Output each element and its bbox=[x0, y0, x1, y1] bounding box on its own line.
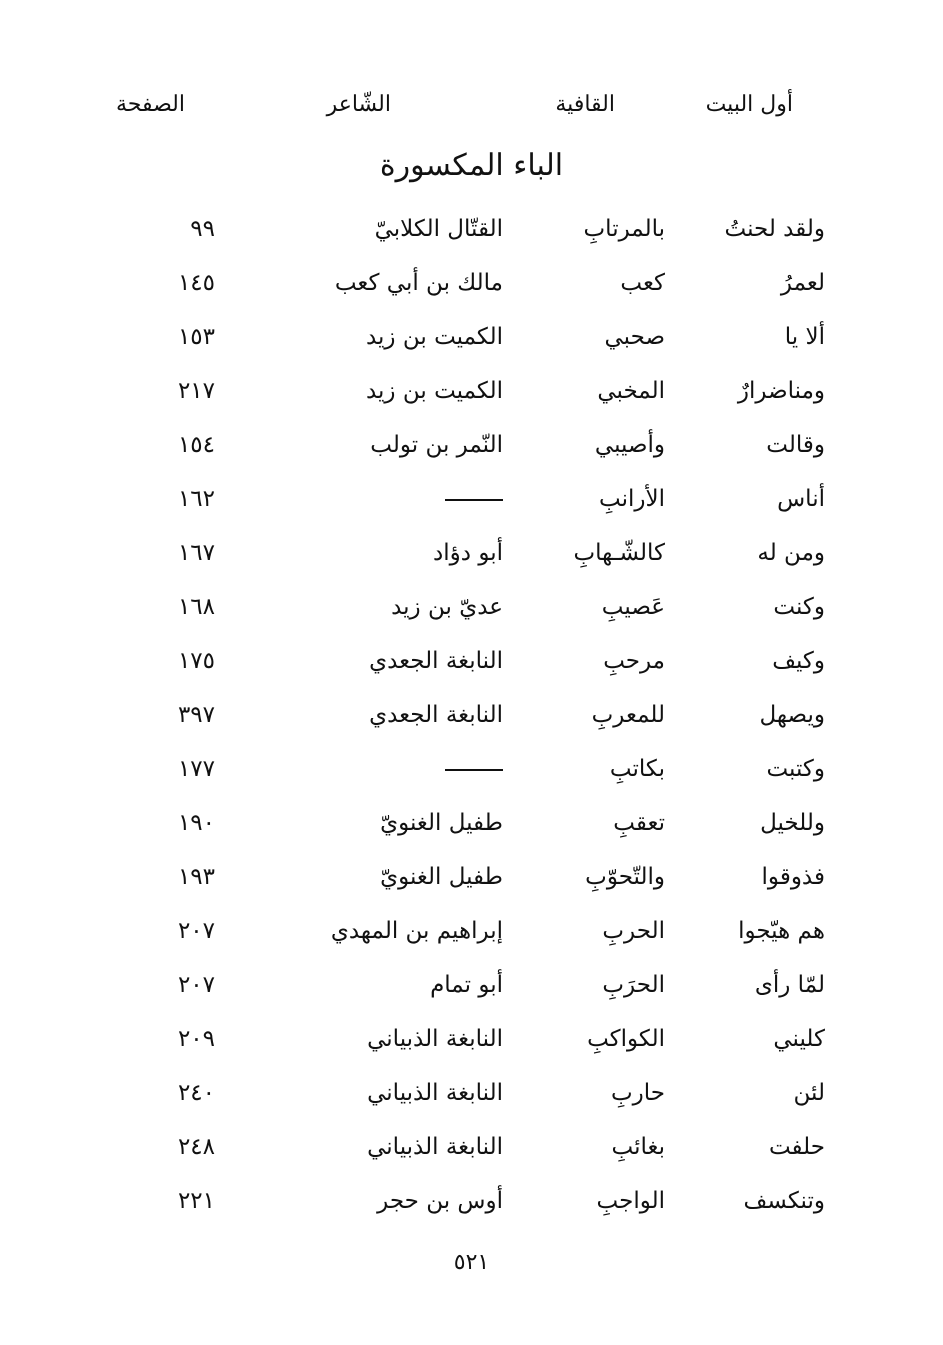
cell-page: ٢٠٩ bbox=[177, 1026, 215, 1052]
cell-poet: أبو دؤاد bbox=[433, 540, 503, 566]
cell-page: ١٩٣ bbox=[177, 864, 215, 890]
cell-first-word: وكنت bbox=[773, 594, 825, 620]
table-row bbox=[0, 910, 943, 964]
cell-poet: الكميت بن زيد bbox=[365, 324, 503, 350]
cell-first-word: لئن bbox=[793, 1080, 825, 1106]
cell-poet: النّمر بن تولب bbox=[370, 432, 503, 458]
cell-rhyme: كعب bbox=[620, 270, 665, 296]
cell-page: ١٥٣ bbox=[177, 324, 215, 350]
unknown-poet-dash bbox=[445, 756, 503, 782]
cell-rhyme: تعقبِ bbox=[613, 810, 665, 836]
cell-poet: النابغة الذبياني bbox=[367, 1026, 503, 1052]
cell-page: ٢١٧ bbox=[177, 378, 215, 404]
cell-first-word: أناس bbox=[777, 486, 825, 512]
cell-page: ٢٢١ bbox=[177, 1188, 215, 1214]
cell-rhyme: الواجبِ bbox=[596, 1188, 665, 1214]
cell-page: ٣٩٧ bbox=[177, 702, 215, 728]
table-row bbox=[0, 478, 943, 532]
cell-first-word: ومناضرارٌ bbox=[737, 378, 825, 404]
table-row bbox=[0, 694, 943, 748]
cell-poet: أبو تمام bbox=[430, 972, 503, 998]
cell-poet: طفيل الغنويّ bbox=[380, 810, 503, 836]
cell-rhyme: صحبي bbox=[604, 324, 665, 350]
cell-poet: عديّ بن زيد bbox=[391, 594, 503, 620]
header-poet: الشّاعر bbox=[326, 92, 391, 117]
table-row bbox=[0, 1072, 943, 1126]
header-page: الصفحة bbox=[115, 92, 185, 117]
table-row bbox=[0, 586, 943, 640]
cell-first-word: وتنكسف bbox=[743, 1188, 825, 1214]
cell-first-word: وكتبت bbox=[766, 756, 825, 782]
cell-page: ٢٤٠ bbox=[177, 1080, 215, 1106]
cell-first-word: ولقد لحنتُ bbox=[724, 216, 825, 242]
cell-rhyme: والتّحوّبِ bbox=[585, 864, 665, 890]
cell-rhyme: للمعربِ bbox=[591, 702, 665, 728]
cell-first-word: وقالت bbox=[766, 432, 825, 458]
cell-first-word: حلفت bbox=[768, 1134, 825, 1160]
table-row bbox=[0, 964, 943, 1018]
cell-poet: النابغة الجعدي bbox=[369, 648, 503, 674]
table-row bbox=[0, 262, 943, 316]
cell-page: ١٧٥ bbox=[177, 648, 215, 674]
header-first-word: أول البيت bbox=[705, 92, 793, 117]
table-row bbox=[0, 316, 943, 370]
cell-page: ٢٠٧ bbox=[177, 918, 215, 944]
cell-page: ٩٩ bbox=[190, 216, 215, 242]
cell-rhyme: المخبي bbox=[597, 378, 665, 404]
table-row bbox=[0, 1180, 943, 1234]
cell-rhyme: وأصيبي bbox=[594, 432, 665, 458]
cell-rhyme: بغائبِ bbox=[611, 1134, 665, 1160]
table-row bbox=[0, 532, 943, 586]
cell-poet: الكميت بن زيد bbox=[365, 378, 503, 404]
cell-rhyme: بكاتبِ bbox=[609, 756, 665, 782]
cell-poet: النابغة الذبياني bbox=[367, 1134, 503, 1160]
cell-first-word: ألا يا bbox=[784, 324, 825, 350]
cell-poet: القتّال الكلابيّ bbox=[374, 216, 503, 242]
unknown-poet-dash bbox=[445, 486, 503, 512]
table-row bbox=[0, 856, 943, 910]
cell-poet: النابغة الذبياني bbox=[367, 1080, 503, 1106]
cell-first-word: لمّا رأى bbox=[754, 972, 825, 998]
cell-rhyme: الكواكبِ bbox=[587, 1026, 665, 1052]
cell-poet: طفيل الغنويّ bbox=[380, 864, 503, 890]
table-row bbox=[0, 370, 943, 424]
table-row bbox=[0, 1126, 943, 1180]
cell-poet: مالك بن أبي كعب bbox=[334, 270, 503, 296]
table-row bbox=[0, 424, 943, 478]
table-row bbox=[0, 640, 943, 694]
cell-page: ١٦٨ bbox=[177, 594, 215, 620]
cell-rhyme: عَصيبِ bbox=[601, 594, 665, 620]
cell-first-word: لعمرُ bbox=[780, 270, 825, 296]
cell-rhyme: كالشّـهابِ bbox=[573, 540, 665, 566]
cell-page: ١٧٧ bbox=[177, 756, 215, 782]
dash-line bbox=[445, 499, 503, 501]
cell-page: ١٦٢ bbox=[177, 486, 215, 512]
section-title: الباء المكسورة bbox=[379, 148, 564, 183]
column-headers bbox=[0, 92, 943, 132]
table-row bbox=[0, 802, 943, 856]
cell-first-word: وللخيل bbox=[760, 810, 825, 836]
cell-first-word: وكيف bbox=[772, 648, 825, 674]
cell-poet: النابغة الجعدي bbox=[369, 702, 503, 728]
dash-line bbox=[445, 769, 503, 771]
cell-rhyme: الحربِ bbox=[602, 918, 665, 944]
cell-poet: إبراهيم بن المهدي bbox=[330, 918, 503, 944]
index-table bbox=[0, 208, 943, 1234]
cell-rhyme: الحرَبِ bbox=[602, 972, 665, 998]
cell-rhyme: حاربِ bbox=[611, 1080, 665, 1106]
cell-page: ٢٠٧ bbox=[177, 972, 215, 998]
table-row bbox=[0, 208, 943, 262]
cell-poet: أوس بن حجر bbox=[377, 1188, 503, 1214]
header-rhyme: القافية bbox=[555, 92, 615, 117]
cell-first-word: فذوقوا bbox=[761, 864, 825, 890]
cell-page: ١٩٠ bbox=[177, 810, 215, 836]
cell-rhyme: بالمرتابِ bbox=[583, 216, 665, 242]
cell-page: ١٦٧ bbox=[177, 540, 215, 566]
table-row bbox=[0, 748, 943, 802]
cell-first-word: كليني bbox=[773, 1026, 825, 1052]
cell-page: ١٤٥ bbox=[177, 270, 215, 296]
cell-rhyme: الأرانبِ bbox=[599, 486, 665, 512]
cell-page: ١٥٤ bbox=[177, 432, 215, 458]
page-number: ٥٢١ bbox=[453, 1250, 490, 1275]
cell-first-word: هم هيّجوا bbox=[738, 918, 825, 944]
cell-first-word: ومن له bbox=[757, 540, 825, 566]
cell-first-word: ويصهل bbox=[759, 702, 825, 728]
cell-rhyme: مرحبِ bbox=[603, 648, 665, 674]
cell-page: ٢٤٨ bbox=[177, 1134, 215, 1160]
table-row bbox=[0, 1018, 943, 1072]
